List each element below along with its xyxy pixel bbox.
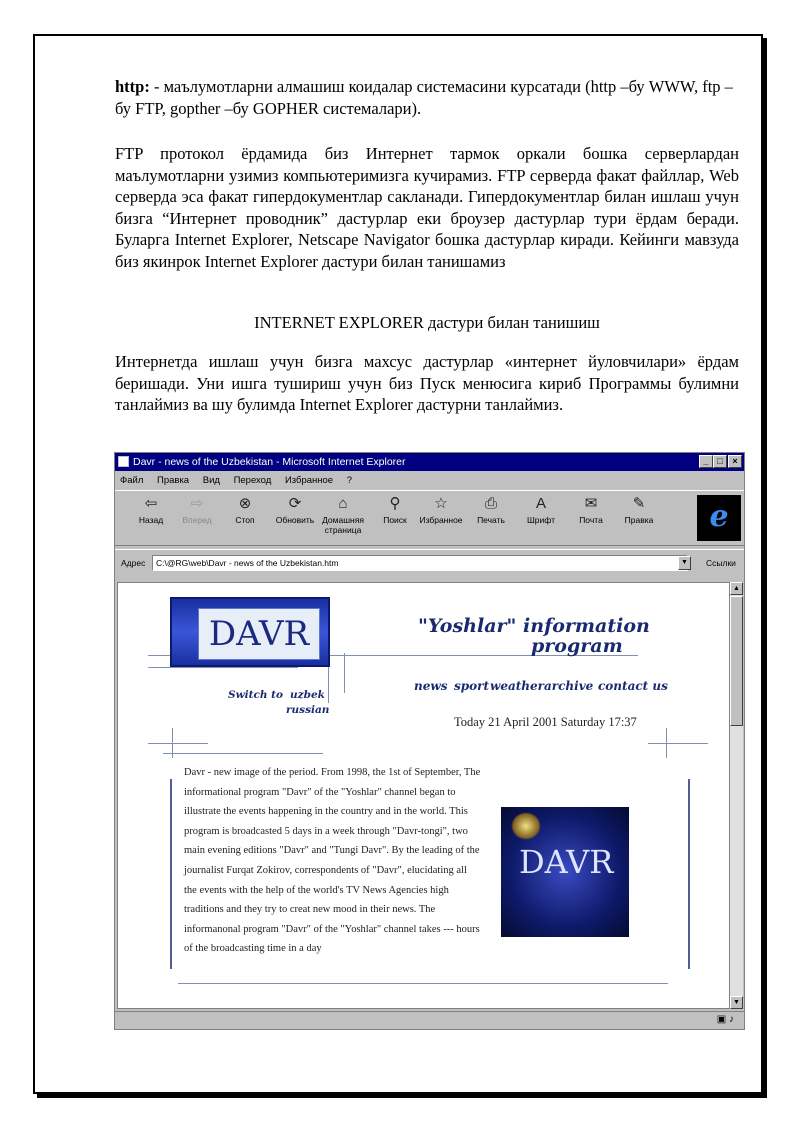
divider-line xyxy=(666,728,667,758)
search-icon: ⚲ xyxy=(389,495,401,512)
page-icon xyxy=(118,456,129,467)
back-button[interactable] xyxy=(129,495,173,525)
divider-line xyxy=(648,743,708,744)
print-button[interactable] xyxy=(469,495,513,525)
section-heading: INTERNET EXPLORER дастури билан танишиш xyxy=(254,313,600,332)
menu-favorites[interactable]: Избранное xyxy=(284,475,334,486)
address-input[interactable]: C:\@RG\web\Davr - news of the Uzbekistan.htm xyxy=(152,555,688,571)
menu-go[interactable]: Переход xyxy=(233,475,272,486)
davr-logo[interactable] xyxy=(170,597,330,667)
forward-label: Вперед xyxy=(182,515,212,525)
links-label[interactable]: Ссылки xyxy=(706,558,736,568)
stop-label: Стоп xyxy=(235,515,255,525)
browser-content xyxy=(117,582,730,1009)
minimize-button[interactable]: _ xyxy=(699,455,713,468)
davr-logo-text: DAVR xyxy=(198,608,320,660)
mail-label: Почта xyxy=(579,515,603,525)
toolbar xyxy=(115,490,744,546)
nav-archive[interactable]: archive xyxy=(544,679,594,693)
stop-icon: ⊗ xyxy=(238,495,252,512)
ie-e-icon: e xyxy=(709,499,729,534)
stop-button[interactable] xyxy=(223,495,267,525)
http-description: - маълумотларни алмашиш коидалар системасини курсатади (http –бу WWW, ftp – бу FTP, gopther –бу GOPHER системалари). xyxy=(115,77,733,118)
switch-to-label: Switch to xyxy=(228,689,283,701)
edit-button[interactable] xyxy=(617,495,661,525)
back-label: Назад xyxy=(138,515,164,525)
maximize-button[interactable]: □ xyxy=(713,455,727,468)
divider-line xyxy=(344,653,345,693)
divider-line xyxy=(148,667,298,668)
photo-logo-text: DAVR xyxy=(519,843,614,881)
menu-help[interactable]: ? xyxy=(346,475,353,486)
forward-icon: ⇨ xyxy=(190,495,204,512)
menu-file[interactable]: Файл xyxy=(120,475,144,486)
ie-logo xyxy=(697,495,741,541)
photo-light-icon xyxy=(511,812,541,840)
print-icon: ⎙ xyxy=(484,495,497,512)
edit-label: Правка xyxy=(624,515,654,525)
status-icons: ▣ ♪ xyxy=(716,1014,734,1025)
lang-uzbek-link[interactable]: uzbek xyxy=(290,689,325,701)
refresh-button[interactable] xyxy=(273,495,317,525)
close-button[interactable]: × xyxy=(728,455,742,468)
address-bar xyxy=(115,549,744,579)
search-label: Поиск xyxy=(383,515,407,525)
ie-screenshot xyxy=(114,452,745,1030)
refresh-label: Обновить xyxy=(275,515,315,525)
back-icon: ⇦ xyxy=(144,495,158,512)
vertical-scrollbar[interactable] xyxy=(730,582,743,1009)
paragraph-http xyxy=(115,76,739,119)
nav-sport[interactable]: sport xyxy=(454,679,490,693)
home-label: Домашняя страница xyxy=(322,515,364,535)
divider-line xyxy=(163,753,323,754)
status-bar xyxy=(115,1011,744,1029)
forward-button[interactable] xyxy=(175,495,219,525)
favorites-button[interactable] xyxy=(419,495,463,525)
article-text: Davr - new image of the period. From 1998, the 1st of September, The informational program "Davr" of the "Yoshlar" channel began to illustrate the events happening in the country and in the world. This program is broadcasted 5 days in a week through "Davr-tongi", two main evening editions "Davr" and "Tungi Davr". By the leading of the journalist Furqat Zokirov, correspondents of "Davr", elucidating all the events with the help of the world's TV News Agencies high traditions and they try to creat new mood in their news. The informanonal program "Davr" of the "Yoshlar" channel takes --- hours of the broadcasting time in a day xyxy=(184,767,481,955)
paragraph-ftp: FTP протокол ёрдамида биз Интернет тармок оркали бошка серверлардан маълумотларни узимиз компьютеримизга кучирамиз. FTP серверда факат файллар, Web серверда эса факат гипердокументлар сакланади. Гипердокументлар билан ишлаш учун бизга “Интернет проводник” дастурлар еки броузер дастурлар тури ёрдам беради. Буларга Internet Explorer, Netscape Navigator бошка дастурлар киради. Кейинги мавзуда биз якинрок Internet Explorer дастури билан танишамиз xyxy=(115,144,739,271)
paragraph-intro-ie: Интернетда ишлаш учун бизга махсус дастурлар «интернет йуловчилари» ёрдам беришади. Уни ишга тушириш учун биз Пуск менюсига кириб Программы булимни танлаймиз ва шу булимда Internet Explorer дастурни танлаймиз. xyxy=(115,352,739,414)
slogan-line1: "Yoshlar" information xyxy=(418,615,650,637)
menu-bar xyxy=(115,472,744,489)
search-button[interactable] xyxy=(373,495,417,525)
divider-line xyxy=(688,779,690,969)
divider-line xyxy=(148,743,208,744)
mail-icon: ✉ xyxy=(584,495,598,512)
refresh-icon: ⟳ xyxy=(288,495,302,512)
http-term: http: xyxy=(115,77,150,96)
nav-news[interactable]: news xyxy=(414,679,448,693)
font-button[interactable] xyxy=(519,495,563,525)
title-bar xyxy=(115,453,744,471)
font-label: Шрифт xyxy=(527,515,555,525)
address-label: Адрес xyxy=(121,558,146,568)
scroll-up-button[interactable]: ▲ xyxy=(730,582,743,595)
edit-icon: ✎ xyxy=(632,495,646,512)
nav-weather[interactable]: weather xyxy=(490,679,544,693)
favorites-label: Избранное xyxy=(419,515,463,525)
address-dropdown-button[interactable]: ▼ xyxy=(678,556,691,570)
davr-photo xyxy=(501,807,629,937)
print-label: Печать xyxy=(477,515,505,525)
menu-view[interactable]: Вид xyxy=(202,475,220,486)
divider-line xyxy=(178,983,668,984)
font-icon: A xyxy=(535,495,546,512)
divider-line xyxy=(170,779,172,969)
slogan-line2: program xyxy=(531,635,623,657)
scroll-down-button[interactable]: ▼ xyxy=(730,996,743,1009)
menu-edit[interactable]: Правка xyxy=(157,475,190,486)
favorites-icon: ☆ xyxy=(434,495,448,512)
nav-contact[interactable]: contact us xyxy=(598,679,668,693)
window-title: Davr - news of the Uzbekistan - Microsoft Internet Explorer xyxy=(133,456,406,468)
lang-russian-link[interactable]: russian xyxy=(286,704,330,716)
date-time: Today 21 April 2001 Saturday 17:37 xyxy=(454,715,637,729)
mail-button[interactable] xyxy=(569,495,613,525)
home-button[interactable] xyxy=(321,495,365,535)
home-icon: ⌂ xyxy=(338,495,348,512)
scroll-thumb[interactable] xyxy=(730,596,743,726)
